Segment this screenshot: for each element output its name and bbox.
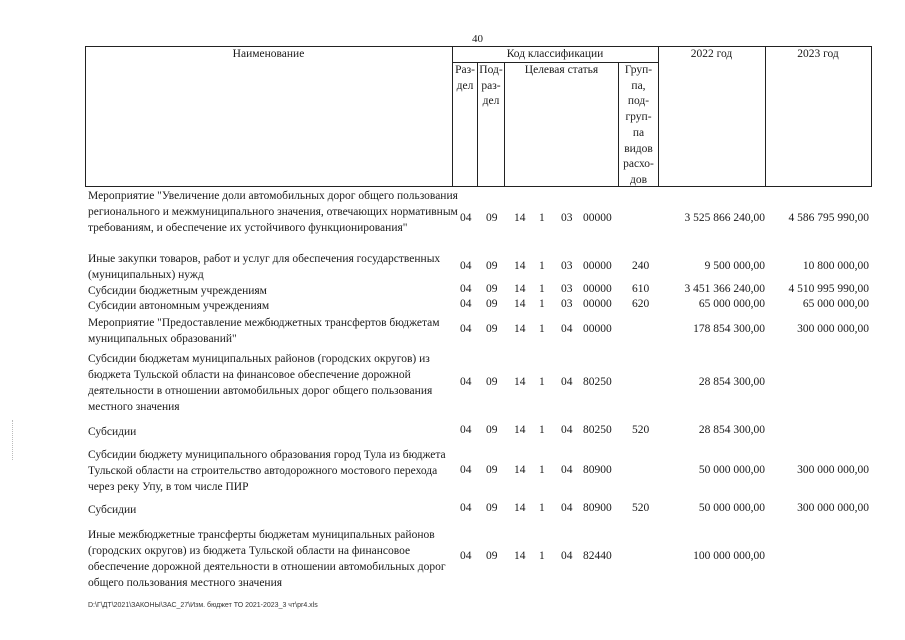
code-c2: 1	[539, 212, 545, 224]
code-c1: 14	[514, 283, 526, 295]
code-p: 09	[486, 323, 498, 335]
header-bottom-border	[85, 186, 872, 187]
code-c2: 1	[539, 260, 545, 272]
code-c3: 04	[561, 464, 573, 476]
col-divider-podrazdel	[504, 62, 505, 187]
margin-dots	[12, 420, 14, 460]
row-name: Иные закупки товаров, работ и услуг для обеспечения государственных (муниципальных) нужд	[88, 253, 441, 281]
header-razdel: Раз- дел	[455, 64, 475, 92]
row-name: Субсидии	[88, 504, 137, 516]
col-divider-2022	[765, 46, 766, 187]
code-p: 09	[486, 376, 498, 388]
table-right-border	[871, 46, 872, 187]
row-name: Субсидии бюджетам муниципальных районов (городских округов) из бюджета Тульской области на финансовое обеспечение дорожной деятельности в отношении автомобильных дорог общего пользования местного значения	[88, 353, 433, 413]
code-c1: 14	[514, 550, 526, 562]
row-name: Иные межбюджетные трансферты бюджетам муниципальных районов (городских округов) из бюджета Тульской области на финансовое обеспечение дорожной деятельности в отношении автомобильных дорог общего пользования местного значения	[88, 529, 446, 589]
code-g: 240	[632, 260, 650, 272]
code-r: 04	[460, 260, 472, 272]
value-2022: 3 451 366 240,00	[684, 283, 765, 295]
code-p: 09	[486, 464, 498, 476]
code-c2: 1	[539, 323, 545, 335]
value-2022: 28 854 300,00	[698, 424, 765, 436]
value-2022: 50 000 000,00	[698, 464, 765, 476]
code-p: 09	[486, 260, 498, 272]
code-c2: 1	[539, 550, 545, 562]
code-c2: 1	[539, 298, 545, 310]
code-g: 520	[632, 502, 650, 514]
code-c4: 00000	[583, 260, 612, 272]
page-number: 40	[472, 33, 483, 45]
code-c1: 14	[514, 260, 526, 272]
value-2023: 300 000 000,00	[797, 464, 869, 476]
row-name: Мероприятие "Увеличение доли автомобильных дорог общего пользования регионального и межмуниципального значения, отвечающих нормативным требованиям, и обеспечение их устойчивого функционирования"	[88, 190, 458, 234]
code-r: 04	[460, 464, 472, 476]
code-r: 04	[460, 376, 472, 388]
code-c2: 1	[539, 283, 545, 295]
code-c3: 03	[561, 283, 573, 295]
value-2023: 4 510 995 990,00	[788, 283, 869, 295]
code-c1: 14	[514, 464, 526, 476]
value-2023: 300 000 000,00	[797, 323, 869, 335]
header-2023: 2023 год	[797, 48, 839, 60]
code-c4: 80250	[583, 424, 612, 436]
code-c1: 14	[514, 502, 526, 514]
code-r: 04	[460, 323, 472, 335]
code-c3: 04	[561, 502, 573, 514]
code-c4: 80900	[583, 464, 612, 476]
code-r: 04	[460, 212, 472, 224]
value-2023: 4 586 795 990,00	[788, 212, 869, 224]
code-c4: 82440	[583, 550, 612, 562]
code-c3: 04	[561, 376, 573, 388]
value-2022: 50 000 000,00	[698, 502, 765, 514]
value-2022: 100 000 000,00	[693, 550, 765, 562]
code-c3: 03	[561, 212, 573, 224]
code-p: 09	[486, 550, 498, 562]
code-p: 09	[486, 283, 498, 295]
code-r: 04	[460, 502, 472, 514]
header-2022: 2022 год	[690, 48, 733, 60]
code-c3: 04	[561, 550, 573, 562]
code-g: 620	[632, 298, 650, 310]
code-c4: 80250	[583, 376, 612, 388]
code-g: 610	[632, 283, 650, 295]
code-c1: 14	[514, 424, 526, 436]
value-2022: 178 854 300,00	[693, 323, 765, 335]
row-name: Мероприятие "Предоставление межбюджетных трансфертов бюджетам муниципальных образований"	[88, 317, 440, 345]
table-left-border	[85, 46, 86, 187]
code-p: 09	[486, 502, 498, 514]
header-gruppa: Груп- па, под- груп- па видов расхо- дов	[623, 64, 654, 186]
row-name: Субсидии бюджетным учреждениям	[88, 285, 267, 297]
code-r: 04	[460, 424, 472, 436]
code-p: 09	[486, 298, 498, 310]
header-code: Код классификации	[506, 48, 604, 60]
code-p: 09	[486, 212, 498, 224]
value-2023: 10 800 000,00	[802, 260, 869, 272]
value-2022: 65 000 000,00	[698, 298, 765, 310]
row-name: Субсидии	[88, 426, 137, 438]
code-c2: 1	[539, 376, 545, 388]
header-name: Наименование	[232, 48, 305, 60]
file-path-footer: D:\Г\ДТ\2021\ЗАКОНЫ\ЗАС_27\Изм. бюджет ТО 2021-2023_3 чт\pr4.xls	[88, 602, 318, 609]
value-2022: 9 500 000,00	[704, 260, 765, 272]
code-r: 04	[460, 550, 472, 562]
code-c1: 14	[514, 298, 526, 310]
code-c2: 1	[539, 424, 545, 436]
code-c1: 14	[514, 323, 526, 335]
code-c3: 03	[561, 260, 573, 272]
value-2023: 300 000 000,00	[797, 502, 869, 514]
code-c3: 03	[561, 298, 573, 310]
code-c3: 04	[561, 424, 573, 436]
code-c1: 14	[514, 212, 526, 224]
value-2023: 65 000 000,00	[802, 298, 869, 310]
col-divider-code	[658, 46, 659, 187]
code-c4: 00000	[583, 323, 612, 335]
code-g: 520	[632, 424, 650, 436]
code-c4: 80900	[583, 502, 612, 514]
header-celevaya: Целевая статья	[524, 64, 599, 76]
code-c1: 14	[514, 376, 526, 388]
code-c2: 1	[539, 464, 545, 476]
code-p: 09	[486, 424, 498, 436]
header-podrazdel: Под- раз- дел	[479, 64, 503, 108]
code-r: 04	[460, 298, 472, 310]
value-2022: 3 525 866 240,00	[684, 212, 765, 224]
code-c3: 04	[561, 323, 573, 335]
value-2022: 28 854 300,00	[698, 376, 765, 388]
code-c4: 00000	[583, 298, 612, 310]
code-c4: 00000	[583, 283, 612, 295]
row-name: Субсидии бюджету муниципального образования город Тула из бюджета Тульской области на строительство автодорожного мостового перехода через реку Упу, в том числе ПИР	[88, 449, 446, 493]
code-c4: 00000	[583, 212, 612, 224]
code-c2: 1	[539, 502, 545, 514]
row-name: Субсидии автономным учреждениям	[88, 300, 270, 312]
code-r: 04	[460, 283, 472, 295]
